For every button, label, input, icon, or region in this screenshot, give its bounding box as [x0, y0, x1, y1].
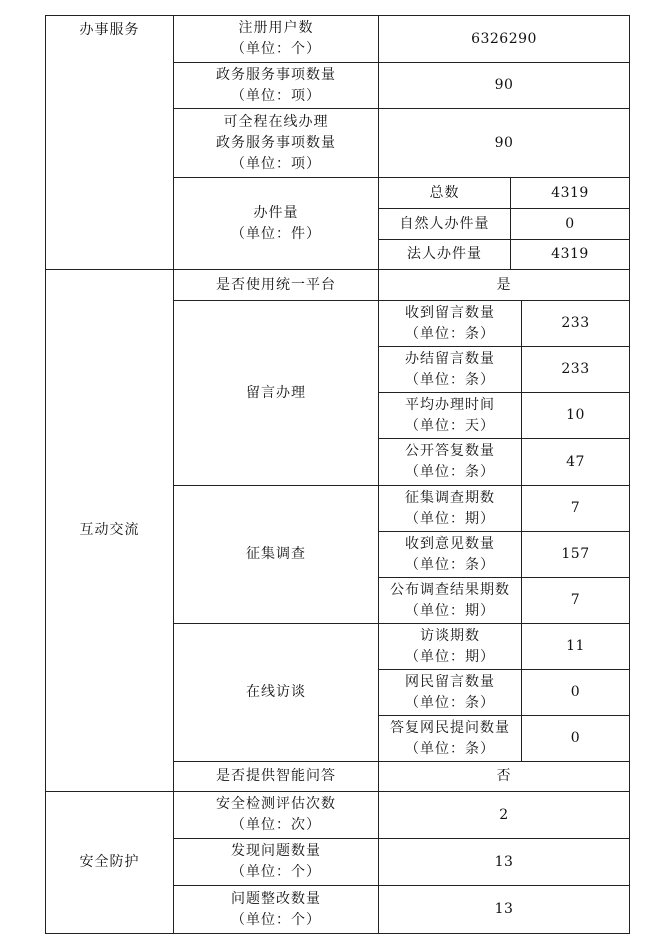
- messages-row-value: 47: [521, 438, 629, 485]
- messages-row-label: 公开答复数量 （单位：条）: [378, 438, 521, 485]
- interview-row-value: 0: [521, 669, 629, 715]
- survey-row-value: 157: [521, 531, 629, 577]
- volume-total-value: 4319: [510, 177, 629, 208]
- interview-row-label: 访谈期数 （单位：期）: [378, 623, 521, 669]
- security-row-value: 2: [378, 791, 629, 838]
- security-row-value: 13: [378, 838, 629, 885]
- security-row-label: 问题整改数量 （单位：个）: [173, 885, 378, 933]
- security-row-label: 发现问题数量 （单位：个）: [173, 838, 378, 885]
- interview-row-value: 0: [521, 715, 629, 761]
- service-items-value: 90: [378, 62, 629, 108]
- section-service: 办事服务: [45, 15, 173, 269]
- survey-row-label: 收到意见数量 （单位：条）: [378, 531, 521, 577]
- registered-users-label: 注册用户数 （单位：个）: [173, 15, 378, 62]
- online-items-value: 90: [378, 108, 629, 177]
- online-items-label: 可全程在线办理 政务服务事项数量 （单位：项）: [173, 108, 378, 177]
- survey-row-value: 7: [521, 485, 629, 531]
- volume-label: 办件量 （单位：件）: [173, 177, 378, 269]
- registered-users-value: 6326290: [378, 15, 629, 62]
- interview-row-value: 11: [521, 623, 629, 669]
- interview-row-label: 答复网民提问数量 （单位：条）: [378, 715, 521, 761]
- survey-row-label: 征集调查期数 （单位：期）: [378, 485, 521, 531]
- volume-natural-value: 0: [510, 208, 629, 239]
- interview-row-label: 网民留言数量 （单位：条）: [378, 669, 521, 715]
- smart-qa-value: 否: [378, 761, 629, 791]
- messages-label: 留言办理: [173, 300, 378, 485]
- table-right-border: [629, 15, 630, 934]
- messages-row-value: 233: [521, 300, 629, 346]
- table-bottom-border: [45, 933, 630, 934]
- volume-legal-label: 法人办件量: [378, 239, 510, 269]
- service-items-label: 政务服务事项数量 （单位：项）: [173, 62, 378, 108]
- security-row-label: 安全检测评估次数 （单位：次）: [173, 791, 378, 838]
- messages-row-label: 平均办理时间 （单位：天）: [378, 392, 521, 438]
- volume-legal-value: 4319: [510, 239, 629, 269]
- survey-row-value: 7: [521, 577, 629, 623]
- survey-label: 征集调查: [173, 485, 378, 623]
- security-row-value: 13: [378, 885, 629, 933]
- section-security: 安全防护: [45, 791, 173, 933]
- messages-row-value: 10: [521, 392, 629, 438]
- unified-platform-label: 是否使用统一平台: [173, 269, 378, 300]
- section-interaction: 互动交流: [45, 269, 173, 791]
- volume-natural-label: 自然人办件量: [378, 208, 510, 239]
- volume-total-label: 总数: [378, 177, 510, 208]
- interview-label: 在线访谈: [173, 623, 378, 761]
- messages-row-label: 收到留言数量 （单位：条）: [378, 300, 521, 346]
- smart-qa-label: 是否提供智能问答: [173, 761, 378, 791]
- messages-row-value: 233: [521, 346, 629, 392]
- messages-row-label: 办结留言数量 （单位：条）: [378, 346, 521, 392]
- unified-platform-value: 是: [378, 269, 629, 300]
- survey-row-label: 公布调查结果期数 （单位：期）: [378, 577, 521, 623]
